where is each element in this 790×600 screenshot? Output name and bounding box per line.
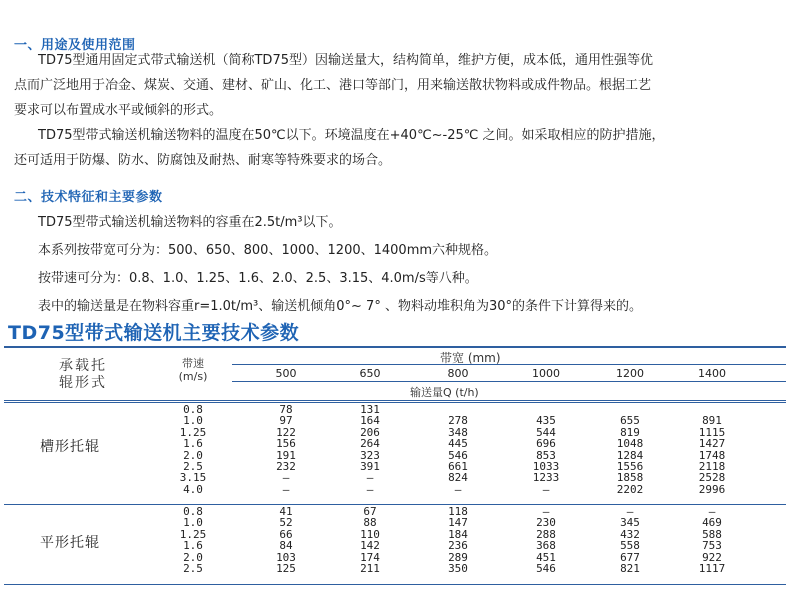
capacity-cell: 2528: [698, 471, 726, 485]
capacity-cell: –: [282, 471, 290, 485]
header-belt-width: 带宽 (mm): [440, 351, 501, 365]
speed-cell: 1.0: [183, 414, 203, 428]
speed-cell: 1.25: [179, 527, 207, 541]
width-header-1200: 1200: [616, 367, 644, 380]
capacity-cell: 546: [536, 562, 556, 575]
capacity-cell: 236: [448, 539, 468, 553]
capacity-cell: 345: [620, 516, 640, 530]
capacity-cell: 1233: [532, 471, 560, 485]
capacity-cell: 451: [536, 550, 556, 564]
section-1-title: 一、用途及使用范围: [14, 38, 136, 53]
capacity-cell: 368: [536, 539, 556, 553]
capacity-cell: –: [454, 482, 462, 496]
capacity-cell: 122: [276, 425, 296, 439]
width-header-rule: [232, 364, 786, 365]
capacity-cell: 853: [536, 448, 556, 462]
header-capacity: 输送量Q (t/h): [410, 386, 479, 399]
speed-cell: 1.25: [179, 425, 207, 439]
capacity-cell: 147: [448, 516, 468, 530]
capacity-cell: 1556: [616, 460, 644, 473]
header-belt-speed: [168, 357, 218, 383]
section-1-para2-line-2: 还可适用于防爆、防水、防腐蚀及耐热、耐寒等特殊要求的场合。: [14, 153, 392, 168]
capacity-cell: 206: [360, 425, 380, 439]
speed-cell: 2.0: [183, 550, 203, 564]
capacity-cell: 469: [702, 516, 722, 530]
capacity-cell: 142: [360, 539, 380, 553]
capacity-cell: 288: [536, 527, 556, 541]
section-1-para2-line-1: TD75型带式输送机输送物料的温度在50℃以下。环境温度在+40℃~-25℃ 之间。如采取相应的防护措施，: [38, 128, 665, 143]
capacity-cell: –: [542, 505, 550, 518]
capacity-cell: 819: [620, 425, 640, 439]
capacity-cell: 696: [536, 437, 556, 451]
capacity-cell: 164: [360, 414, 380, 428]
header-speed-line-1: 带速: [182, 357, 204, 370]
capacity-cell: 184: [448, 527, 468, 541]
capacity-cell: 391: [360, 460, 380, 473]
capacity-cell: 118: [448, 505, 468, 518]
capacity-cell: 230: [536, 516, 556, 530]
capacity-cell: 52: [279, 516, 293, 530]
capacity-cell: 323: [360, 448, 380, 462]
table-bottom-rule: [4, 584, 786, 585]
capacity-cell: 232: [276, 460, 296, 473]
capacity-cell: 1284: [616, 448, 644, 462]
header-bottom-rule-2: [4, 402, 786, 403]
capacity-cell: 558: [620, 539, 640, 553]
capacity-cell: 110: [360, 527, 380, 541]
header-speed-line-2: (m/s): [178, 370, 208, 383]
speed-cell: 2.0: [183, 448, 203, 462]
capacity-header-rule: [232, 381, 786, 382]
header-roller-line-2: 辊形式: [59, 375, 107, 391]
speed-cell: 0.8: [183, 505, 203, 518]
speed-cell: 2.5: [183, 562, 203, 575]
capacity-cell: 588: [702, 527, 722, 541]
capacity-cell: 191: [276, 448, 296, 462]
speed-cell: 1.0: [183, 516, 203, 530]
capacity-cell: 350: [448, 562, 468, 575]
group-flat-idler: 平形托辊: [40, 535, 100, 551]
capacity-cell: –: [708, 505, 716, 518]
capacity-cell: 1858: [616, 471, 644, 485]
capacity-cell: 289: [448, 550, 468, 564]
capacity-cell: 821: [620, 562, 640, 575]
speed-cell: 1.6: [183, 539, 203, 553]
speed-cell: 4.0: [183, 482, 203, 496]
section-2-title: 二、技术特征和主要参数: [14, 190, 163, 205]
capacity-cell: 922: [702, 550, 722, 564]
speed-cell: 3.15: [179, 471, 207, 485]
capacity-cell: 2202: [616, 482, 644, 496]
capacity-cell: –: [366, 482, 374, 496]
section-1-para1-line-2: 点而广泛地用于冶金、煤炭、交通、建材、矿山、化工、港口等部门，用来输送散状物料或成件物品。根据工艺: [14, 78, 652, 93]
capacity-cell: 264: [360, 437, 380, 451]
capacity-cell: 891: [702, 414, 722, 428]
capacity-cell: –: [542, 482, 550, 496]
width-header-500: 500: [275, 367, 297, 380]
header-roller-type: [48, 358, 118, 392]
speed-cell: 0.8: [183, 403, 203, 416]
width-header-650: 650: [359, 367, 381, 380]
section-2-line-1: TD75型带式输送机输送物料的容重在2.5t/m³以下。: [38, 215, 342, 230]
capacity-cell: 655: [620, 414, 640, 428]
capacity-cell: 103: [276, 550, 296, 564]
table-top-rule: [4, 346, 786, 348]
section-2-line-4: 表中的输送量是在物料容重r=1.0t/m³、输送机倾角0°~ 7° 、物料动堆积角为30°的条件下计算得来的。: [38, 299, 643, 314]
capacity-cell: 156: [276, 437, 296, 451]
width-header-1400: 1400: [698, 367, 726, 380]
capacity-cell: 445: [448, 437, 468, 451]
capacity-cell: 66: [279, 527, 293, 541]
capacity-cell: 753: [702, 539, 722, 553]
capacity-cell: 661: [448, 460, 468, 473]
capacity-cell: 131: [360, 403, 380, 416]
capacity-cell: 435: [536, 414, 556, 428]
width-header-800: 800: [447, 367, 469, 380]
header-bottom-rule: [4, 400, 786, 401]
capacity-cell: 824: [448, 471, 468, 485]
capacity-cell: 544: [536, 425, 556, 439]
width-header-1000: 1000: [532, 367, 560, 380]
capacity-cell: –: [366, 471, 374, 485]
capacity-cell: 1115: [698, 425, 726, 439]
section-1-para1-line-1: TD75型通用固定式带式输送机（简称TD75型）因输送量大，结构简单，维护方便，成本低，通用性强等优: [38, 53, 653, 68]
speed-cell: 1.6: [183, 437, 203, 451]
capacity-cell: 348: [448, 425, 468, 439]
capacity-cell: 84: [279, 539, 293, 553]
capacity-cell: –: [282, 482, 290, 496]
group-divider-rule: [4, 504, 786, 505]
section-2-line-2: 本系列按带宽可分为：500、650、800、1000、1200、1400mm六种规格。: [38, 243, 498, 258]
capacity-cell: 546: [448, 448, 468, 462]
table-title: TD75型带式输送机主要技术参数: [8, 322, 300, 344]
capacity-cell: –: [626, 505, 634, 518]
capacity-cell: 432: [620, 527, 640, 541]
header-roller-line-1: 承载托: [59, 358, 107, 374]
capacity-cell: 2118: [698, 460, 726, 473]
capacity-cell: 41: [279, 505, 293, 518]
capacity-cell: 1048: [616, 437, 644, 451]
group-trough-idler: 槽形托辊: [40, 439, 100, 455]
capacity-cell: 125: [276, 562, 296, 575]
capacity-cell: 1427: [698, 437, 726, 451]
capacity-cell: 1117: [698, 562, 726, 575]
capacity-cell: 97: [279, 414, 293, 428]
section-1-body: [14, 48, 778, 173]
section-1-para1-line-3: 要求可以布置成水平或倾斜的形式。: [14, 103, 223, 118]
capacity-cell: 278: [448, 414, 468, 428]
capacity-cell: 1748: [698, 448, 726, 462]
capacity-cell: 67: [363, 505, 377, 518]
capacity-cell: 1033: [532, 460, 560, 473]
section-2-line-3: 按带速可分为：0.8、1.0、1.25、1.6、2.0、2.5、3.15、4.0m/s等八种。: [38, 271, 478, 286]
capacity-cell: 2996: [698, 482, 726, 496]
capacity-cell: 211: [360, 562, 380, 575]
capacity-cell: 78: [279, 403, 293, 416]
speed-cell: 2.5: [183, 460, 203, 473]
capacity-cell: 677: [620, 550, 640, 564]
capacity-cell: 174: [360, 550, 380, 564]
capacity-cell: 88: [363, 516, 377, 530]
